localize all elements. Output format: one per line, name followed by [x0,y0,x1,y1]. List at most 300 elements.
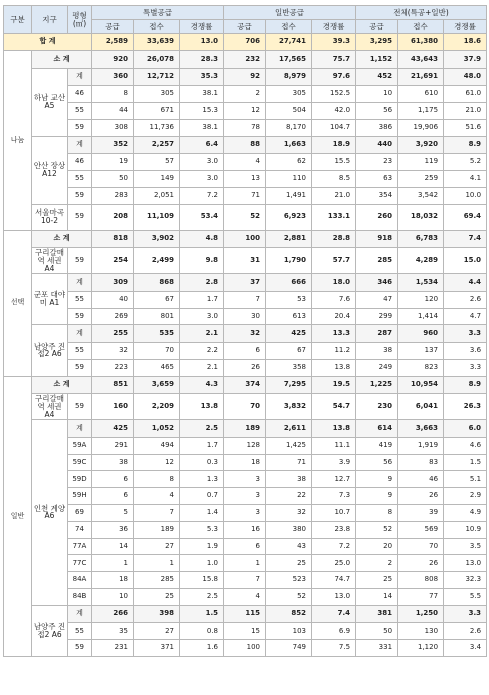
value-cell: 4,289 [398,248,444,274]
value-cell: 63 [356,170,398,187]
value-cell: 6 [224,342,266,359]
value-cell: 1.7 [180,437,224,454]
value-cell: 504 [266,102,312,119]
section-label: 나눔 [4,51,32,231]
value-cell: 2,209 [134,394,180,420]
district-row [4,204,487,230]
district-name: 안산 장상 A12 [32,136,68,204]
value-cell: 291 [92,437,134,454]
value-cell: 283 [92,187,134,204]
unit-row [4,359,487,376]
value-cell: 371 [134,640,180,657]
value-cell: 19 [92,154,134,171]
value-cell: 801 [134,308,180,325]
value-cell: 10.0 [444,187,487,204]
value-cell: 2.9 [444,488,487,505]
value-cell: 46 [398,471,444,488]
unit-size: 59 [68,394,92,420]
value-cell: 13.0 [444,555,487,572]
value-cell: 260 [356,204,398,230]
value-cell: 380 [266,521,312,538]
unit-size: 69 [68,504,92,521]
value-cell: 299 [356,308,398,325]
value-cell: 35.3 [180,68,224,86]
value-cell: 18.0 [312,274,356,292]
value-cell: 1,120 [398,640,444,657]
value-cell: 53 [266,291,312,308]
value-cell: 7.4 [444,230,487,248]
value-cell: 3 [224,488,266,505]
unit-size: 55 [68,623,92,640]
value-cell: 6 [92,488,134,505]
result-table-wrapper [3,5,486,657]
value-cell: 13.8 [180,394,224,420]
grand-total-label: 합 계 [4,34,92,51]
value-cell: 92 [224,68,266,86]
value-cell: 13.0 [180,34,224,51]
value-cell: 4.3 [180,376,224,394]
value-cell: 52 [266,588,312,605]
district-name: 인천 계양 A6 [32,420,68,606]
value-cell: 119 [398,154,444,171]
value-cell: 285 [356,248,398,274]
district-name: 남양주 진접2 A6 [32,605,68,656]
value-cell: 52 [224,204,266,230]
value-cell: 2 [356,555,398,572]
section-subtotal-row [4,376,487,394]
value-cell: 7 [134,504,180,521]
value-cell: 44 [92,102,134,119]
unit-size: 46 [68,154,92,171]
value-cell: 666 [266,274,312,292]
value-cell: 0.8 [180,623,224,640]
value-cell: 15.3 [180,102,224,119]
value-cell: 3.0 [180,308,224,325]
value-cell: 1,919 [398,437,444,454]
value-cell: 37 [224,274,266,292]
unit-size: 59 [68,204,92,230]
value-cell: 71 [266,454,312,471]
value-cell: 1,225 [356,376,398,394]
value-cell: 11.2 [312,342,356,359]
value-cell: 35 [92,623,134,640]
value-cell: 52 [356,521,398,538]
value-cell: 7.3 [312,488,356,505]
district-sum-row [4,68,487,86]
value-cell: 3,832 [266,394,312,420]
value-cell: 8.9 [444,136,487,154]
value-cell: 25.0 [312,555,356,572]
value-cell: 851 [92,376,134,394]
value-cell: 48.0 [444,68,487,86]
value-cell: 671 [134,102,180,119]
value-cell: 25 [266,555,312,572]
district-sum-row [4,420,487,438]
value-cell: 425 [92,420,134,438]
value-cell: 266 [92,605,134,623]
value-cell: 8 [356,504,398,521]
value-cell: 15.5 [312,154,356,171]
unit-row [4,588,487,605]
value-cell: 189 [224,420,266,438]
value-cell: 523 [266,572,312,589]
value-cell: 3 [224,471,266,488]
value-cell: 22 [266,488,312,505]
section-label: 일반 [4,376,32,656]
value-cell: 26 [398,488,444,505]
value-cell: 7.4 [312,605,356,623]
unit-size: 84B [68,588,92,605]
value-cell: 17,565 [266,51,312,69]
value-cell: 818 [92,230,134,248]
value-cell: 249 [356,359,398,376]
value-cell: 6.0 [444,420,487,438]
value-cell: 4 [224,588,266,605]
district-sum-label: 계 [68,136,92,154]
value-cell: 3 [224,504,266,521]
value-cell: 706 [224,34,266,51]
value-cell: 1,152 [356,51,398,69]
district-name: 구리갈매역 세권 A4 [32,248,68,274]
unit-size: 59C [68,454,92,471]
value-cell: 1.4 [180,504,224,521]
header-apply: 접수 [134,20,180,34]
value-cell: 36 [92,521,134,538]
value-cell: 10 [92,588,134,605]
value-cell: 9.8 [180,248,224,274]
unit-size: 59D [68,471,92,488]
section-subtotal-row [4,230,487,248]
value-cell: 18 [224,454,266,471]
unit-row [4,170,487,187]
unit-row [4,471,487,488]
header-supply: 공급 [224,20,266,34]
value-cell: 7.2 [312,538,356,555]
grand-total-row [4,34,487,51]
value-cell: 83 [398,454,444,471]
value-cell: 3,295 [356,34,398,51]
value-cell: 25 [356,572,398,589]
value-cell: 56 [356,454,398,471]
value-cell: 452 [356,68,398,86]
value-cell: 189 [134,521,180,538]
value-cell: 13.3 [312,325,356,343]
district-sum-row [4,136,487,154]
value-cell: 160 [92,394,134,420]
value-cell: 358 [266,359,312,376]
subtotal-label: 소 계 [32,230,92,248]
value-cell: 23.8 [312,521,356,538]
value-cell: 230 [356,394,398,420]
value-cell: 1,534 [398,274,444,292]
value-cell: 16 [224,521,266,538]
value-cell: 285 [134,572,180,589]
value-cell: 309 [92,274,134,292]
header-jigu: 지구 [32,6,68,34]
value-cell: 120 [398,291,444,308]
district-name: 군포 대야미 A1 [32,274,68,325]
unit-size: 55 [68,342,92,359]
value-cell: 70 [224,394,266,420]
header-total-supply: 전체(특공+일반) [356,6,487,20]
value-cell: 21,691 [398,68,444,86]
value-cell: 1.7 [180,291,224,308]
header-rate: 경쟁률 [312,20,356,34]
value-cell: 8.9 [444,376,487,394]
unit-row [4,640,487,657]
value-cell: 51.6 [444,119,487,136]
value-cell: 1.9 [180,538,224,555]
value-cell: 62 [266,154,312,171]
value-cell: 2,589 [92,34,134,51]
unit-row [4,538,487,555]
value-cell: 78 [224,119,266,136]
value-cell: 381 [356,605,398,623]
value-cell: 39 [398,504,444,521]
unit-size: 46 [68,86,92,103]
value-cell: 2 [224,86,266,103]
unit-size: 59A [68,437,92,454]
value-cell: 21.0 [312,187,356,204]
value-cell: 23 [356,154,398,171]
value-cell: 15 [224,623,266,640]
value-cell: 960 [398,325,444,343]
value-cell: 610 [398,86,444,103]
value-cell: 61.0 [444,86,487,103]
value-cell: 14 [92,538,134,555]
value-cell: 7.6 [312,291,356,308]
value-cell: 104.7 [312,119,356,136]
unit-size: 59 [68,359,92,376]
value-cell: 15.8 [180,572,224,589]
value-cell: 2,257 [134,136,180,154]
value-cell: 11,109 [134,204,180,230]
value-cell: 1.5 [180,605,224,623]
value-cell: 30 [224,308,266,325]
value-cell: 43,643 [398,51,444,69]
value-cell: 32 [266,504,312,521]
unit-row [4,437,487,454]
value-cell: 4 [224,154,266,171]
value-cell: 18,032 [398,204,444,230]
value-cell: 5.1 [444,471,487,488]
unit-size: 74 [68,521,92,538]
value-cell: 223 [92,359,134,376]
value-cell: 305 [134,86,180,103]
value-cell: 8.5 [312,170,356,187]
value-cell: 149 [134,170,180,187]
value-cell: 13.0 [312,588,356,605]
value-cell: 7.5 [312,640,356,657]
value-cell: 128 [224,437,266,454]
value-cell: 67 [134,291,180,308]
value-cell: 13.8 [312,420,356,438]
value-cell: 7.2 [180,187,224,204]
value-cell: 42.0 [312,102,356,119]
value-cell: 6.9 [312,623,356,640]
value-cell: 823 [398,359,444,376]
value-cell: 32 [92,342,134,359]
unit-size: 59 [68,248,92,274]
header-row-groups [4,6,487,20]
value-cell: 13 [224,170,266,187]
value-cell: 12,712 [134,68,180,86]
value-cell: 425 [266,325,312,343]
value-cell: 71 [224,187,266,204]
value-cell: 12.7 [312,471,356,488]
header-rate: 경쟁률 [444,20,487,34]
value-cell: 39.3 [312,34,356,51]
unit-size: 55 [68,170,92,187]
value-cell: 852 [266,605,312,623]
value-cell: 21.0 [444,102,487,119]
unit-row [4,488,487,505]
value-cell: 1,425 [266,437,312,454]
unit-size: 77A [68,538,92,555]
value-cell: 54.7 [312,394,356,420]
value-cell: 137 [398,342,444,359]
value-cell: 3.5 [444,538,487,555]
value-cell: 37.9 [444,51,487,69]
value-cell: 535 [134,325,180,343]
value-cell: 569 [398,521,444,538]
value-cell: 6 [92,471,134,488]
value-cell: 103 [266,623,312,640]
value-cell: 2.5 [180,588,224,605]
header-size: 평형 (㎡) [68,6,92,34]
value-cell: 1,414 [398,308,444,325]
value-cell: 33,639 [134,34,180,51]
subtotal-label: 소 계 [32,51,92,69]
unit-row [4,623,487,640]
header-gubun: 구분 [4,6,32,34]
value-cell: 354 [356,187,398,204]
value-cell: 74.7 [312,572,356,589]
district-sum-label: 계 [68,605,92,623]
value-cell: 40 [92,291,134,308]
value-cell: 61,380 [398,34,444,51]
unit-row [4,102,487,119]
value-cell: 374 [224,376,266,394]
unit-size: 59H [68,488,92,505]
unit-row [4,291,487,308]
value-cell: 4 [134,488,180,505]
value-cell: 6.4 [180,136,224,154]
value-cell: 5.3 [180,521,224,538]
value-cell: 386 [356,119,398,136]
value-cell: 3,542 [398,187,444,204]
value-cell: 3.9 [312,454,356,471]
value-cell: 5 [92,504,134,521]
unit-row [4,454,487,471]
district-sum-label: 계 [68,420,92,438]
unit-size: 77C [68,555,92,572]
unit-row [4,308,487,325]
district-sum-label: 계 [68,325,92,343]
value-cell: 13.8 [312,359,356,376]
value-cell: 419 [356,437,398,454]
value-cell: 3,920 [398,136,444,154]
value-cell: 269 [92,308,134,325]
value-cell: 918 [356,230,398,248]
unit-row [4,119,487,136]
value-cell: 4.1 [444,170,487,187]
value-cell: 27,741 [266,34,312,51]
value-cell: 12 [134,454,180,471]
value-cell: 2.8 [180,274,224,292]
header-general-supply: 일반공급 [224,6,356,20]
value-cell: 4.7 [444,308,487,325]
header-apply: 접수 [266,20,312,34]
value-cell: 26 [224,359,266,376]
value-cell: 3,659 [134,376,180,394]
district-row [4,248,487,274]
value-cell: 1,052 [134,420,180,438]
value-cell: 38.1 [180,119,224,136]
value-cell: 3.4 [444,640,487,657]
value-cell: 27 [134,538,180,555]
unit-row [4,187,487,204]
value-cell: 2.2 [180,342,224,359]
subscription-result-table [3,5,487,657]
value-cell: 10.9 [444,521,487,538]
value-cell: 255 [92,325,134,343]
value-cell: 465 [134,359,180,376]
unit-row [4,504,487,521]
value-cell: 18.9 [312,136,356,154]
value-cell: 10,954 [398,376,444,394]
value-cell: 868 [134,274,180,292]
value-cell: 57.7 [312,248,356,274]
value-cell: 9 [356,488,398,505]
unit-size: 59 [68,640,92,657]
header-supply: 공급 [92,20,134,34]
value-cell: 4.8 [180,230,224,248]
value-cell: 3.3 [444,605,487,623]
value-cell: 7 [224,291,266,308]
district-row [4,394,487,420]
value-cell: 50 [356,623,398,640]
value-cell: 398 [134,605,180,623]
value-cell: 4.4 [444,274,487,292]
value-cell: 3.0 [180,170,224,187]
unit-size: 55 [68,291,92,308]
value-cell: 27 [134,623,180,640]
value-cell: 67 [266,342,312,359]
value-cell: 19.5 [312,376,356,394]
value-cell: 2,881 [266,230,312,248]
value-cell: 1,250 [398,605,444,623]
value-cell: 808 [398,572,444,589]
value-cell: 70 [398,538,444,555]
value-cell: 31 [224,248,266,274]
value-cell: 25 [134,588,180,605]
unit-size: 59 [68,119,92,136]
district-sum-row [4,274,487,292]
value-cell: 1,175 [398,102,444,119]
value-cell: 20 [356,538,398,555]
value-cell: 8 [92,86,134,103]
value-cell: 308 [92,119,134,136]
value-cell: 2.6 [444,291,487,308]
unit-row [4,572,487,589]
value-cell: 7 [224,572,266,589]
value-cell: 2.6 [444,623,487,640]
value-cell: 130 [398,623,444,640]
value-cell: 97.6 [312,68,356,86]
value-cell: 0.7 [180,488,224,505]
value-cell: 1 [92,555,134,572]
